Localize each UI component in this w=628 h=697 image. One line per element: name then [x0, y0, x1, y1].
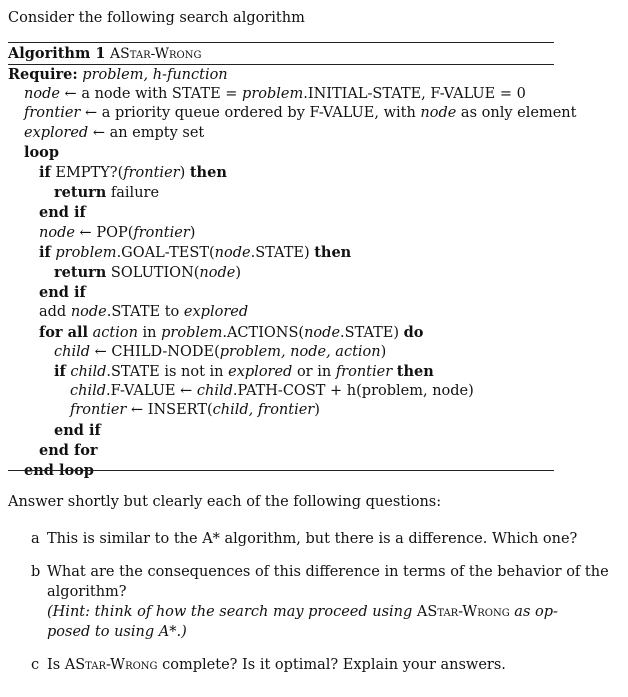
questions-lead: Answer shortly but clearly each of the following questions: — [8, 494, 442, 510]
algo-line-child-node: child ← CHILD-NODE(problem, node, action) — [54, 343, 387, 360]
algo-line-add-explored: add node.STATE to explored — [39, 304, 249, 321]
question-hint: (Hint: think of how the search may proceed using AStar-Wrong as op- posed to using A*.) — [47, 604, 558, 640]
algo-line-end-loop: end loop — [24, 462, 94, 480]
question-text: What are the consequences of this difference in terms of the behavior of the algorithm? — [47, 564, 609, 600]
algorithm-title — [8, 43, 554, 64]
algo-line-pop: node ← POP(frontier) — [39, 224, 196, 241]
algo-line-for-all: for all action in problem.ACTIONS(node.STATE) do — [39, 323, 424, 341]
algo-line-end-for: end for — [39, 441, 98, 459]
question-a — [31, 529, 618, 549]
question-label: b — [31, 564, 41, 580]
algo-line-fvalue: child.F-VALUE ← child.PATH-COST + h(problem, node) — [70, 383, 474, 400]
algo-line-end-if-1: end if — [39, 204, 86, 222]
algo-line-end-if-2: end if — [39, 284, 86, 302]
algorithm-number: Algorithm 1 — [8, 45, 106, 62]
algo-require-line: Require: problem, h-function — [8, 66, 228, 83]
question-label: a — [31, 531, 40, 547]
question-text: This is similar to the A* algorithm, but there is a difference. Which one? — [47, 531, 578, 547]
algo-line-init-explored: explored ← an empty set — [24, 124, 205, 141]
intro-text: Consider the following search algorithm — [8, 10, 305, 26]
algo-line-return-failure: return failure — [54, 184, 160, 202]
algo-line-init-node: node ← a node with STATE = problem.INITIAL-STATE, F-VALUE = 0 — [24, 86, 526, 103]
algorithm-name: AStar-Wrong — [110, 46, 202, 62]
algo-line-return-solution: return SOLUTION(node) — [54, 264, 242, 282]
question-b — [31, 562, 618, 642]
algo-line-if-not-in: if child.STATE is not in explored or in frontier then — [54, 363, 434, 381]
question-text: Is AStar-Wrong complete? Is it optimal? Explain your answers. — [47, 657, 506, 673]
algo-line-init-frontier: frontier ← a priority queue ordered by F-VALUE, with node as only element — [24, 105, 577, 122]
algo-line-if-empty: if EMPTY?(frontier) then — [39, 164, 227, 182]
algorithm-box — [8, 42, 577, 481]
algo-line-insert: frontier ← INSERT(child, frontier) — [70, 402, 320, 419]
question-c — [31, 655, 618, 675]
algorithm-bottom-rule — [8, 470, 554, 471]
question-label: c — [31, 657, 40, 673]
algo-line-loop: loop — [24, 143, 59, 161]
algo-line-if-goal: if problem.GOAL-TEST(node.STATE) then — [39, 243, 352, 261]
questions-section — [8, 492, 618, 688]
algo-line-end-if-3: end if — [54, 421, 101, 439]
